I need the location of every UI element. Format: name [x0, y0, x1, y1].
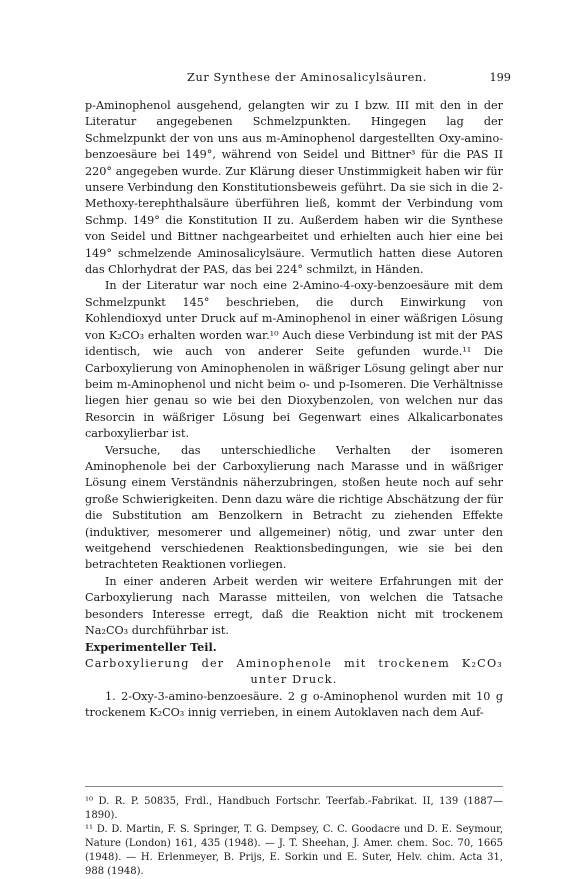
- running-title: Zur Synthese der Aminosalicylsäuren.: [187, 71, 427, 84]
- running-header: [103, 70, 511, 86]
- paragraph-literature: In der Literatur war noch eine 2-Amino-4-oxy-benzoesäure mit dem Schmelzpunkt 145° beschrieben, die durch Einwirkung von Kohlendioxyd unter Druck auf m-Aminophenol in einer wäßrigen Lösung von K₂CO₃ erhalten worden war.¹⁰ Auch diese Verbindung ist mit der PAS identisch, wie auch von anderer Seite gefunden wurde.¹¹ Die Carboxylierung von Aminophenolen in wäßriger Lösung gelingt aber nur beim m-Aminophenol und nicht beim o- und p-Isomeren. Die Verhältnisse liegen hier genau so wie bei den Dioxybenzolen, von welchen nur das Resorcin in wäßriger Lösung bei Gegenwart eines Alkalicarbonates carboxylierbar ist.: [85, 279, 503, 441]
- page-number: 199: [489, 71, 511, 84]
- footnote-10: ¹⁰ D. R. P. 50835, Frdl., Handbuch Fortschr. Teerfab.-Fabrikat. II, 139 (1887—1890).: [85, 796, 503, 821]
- paragraph-outlook: In einer anderen Arbeit werden wir weitere Erfahrungen mit der Carboxylierung nach Marasse mitteilen, von welchen die Tatsache besonders Interesse erregt, daß die Reaktion nicht mit trockenem Na₂CO₃ durchführbar ist.: [85, 574, 503, 637]
- footnote-divider: [85, 786, 503, 787]
- paragraph-experiments: Versuche, das unterschiedliche Verhalten der isomeren Aminophenole bei der Carboxylierung nach Marasse und in wäßriger Lösung einem Verständnis näherzubringen, stoßen heute noch auf sehr große Schwierigkeiten. Denn dazu wäre die richtige Abschätzung der für die Substitution am Benzolkern in Betracht zu ziehenden Effekte (induktiver, mesomerer und allgemeiner) nötig, und zwar unter den weitgehend verschiedenen Reaktionsbedingungen, wie sie bei den betrachteten Reaktionen vorliegen.: [85, 443, 503, 572]
- paragraph-continuation: p-Aminophenol ausgehend, gelangten wir zu I bzw. III mit den in der Literatur angegebenen Schmelzpunkten. Hingegen lag der Schmelzpunkt der von uns aus m-Aminophenol dargestellten Oxy-amino-benzoesäure bei 149°, während von Seidel und Bittner³ für die PAS II 220° angegeben wurde. Zur Klärung dieser Unstimmigkeit haben wir für unsere Verbindung den Konstitutionsbeweis geführt. Da sie sich in die 2-Methoxy-terephthalsäure überführen ließ, kommt der Verbindung vom Schmp. 149° die Konstitution II zu. Außerdem haben wir die Synthese von Seidel und Bittner nachgearbeitet und erhielten auch hier eine bei 149° schmelzende Aminosalicylsäure. Vermutlich hatten diese Autoren das Chlorhydrat der PAS, das bei 224° schmilzt, in Händen.: [85, 99, 503, 277]
- subsection-title: Carboxylierung der Aminophenole mit trockenem K₂CO₃ unter Druck.: [85, 656, 503, 687]
- paragraph-procedure: 1. 2-Oxy-3-amino-benzoesäure. 2 g o-Aminophenol wurden mit 10 g trockenem K₂CO₃ innig verrieben, in einem Autoklaven nach dem Auf-: [85, 689, 503, 720]
- section-title: Experimenteller Teil.: [85, 640, 217, 655]
- footnotes: [85, 795, 503, 879]
- footnote-11: ¹¹ D. D. Martin, F. S. Springer, T. G. Dempsey, C. C. Goodacre und D. E. Seymour, Nature (London) 161, 435 (1948). — J. T. Sheehan, J. Amer. chem. Soc. 70, 1665 (1948). — H. Erlenmeyer, B. Prijs, E. Sorkin und E. Suter, Helv. chim. Acta 31, 988 (1948).: [85, 824, 503, 877]
- main-text: [85, 98, 503, 721]
